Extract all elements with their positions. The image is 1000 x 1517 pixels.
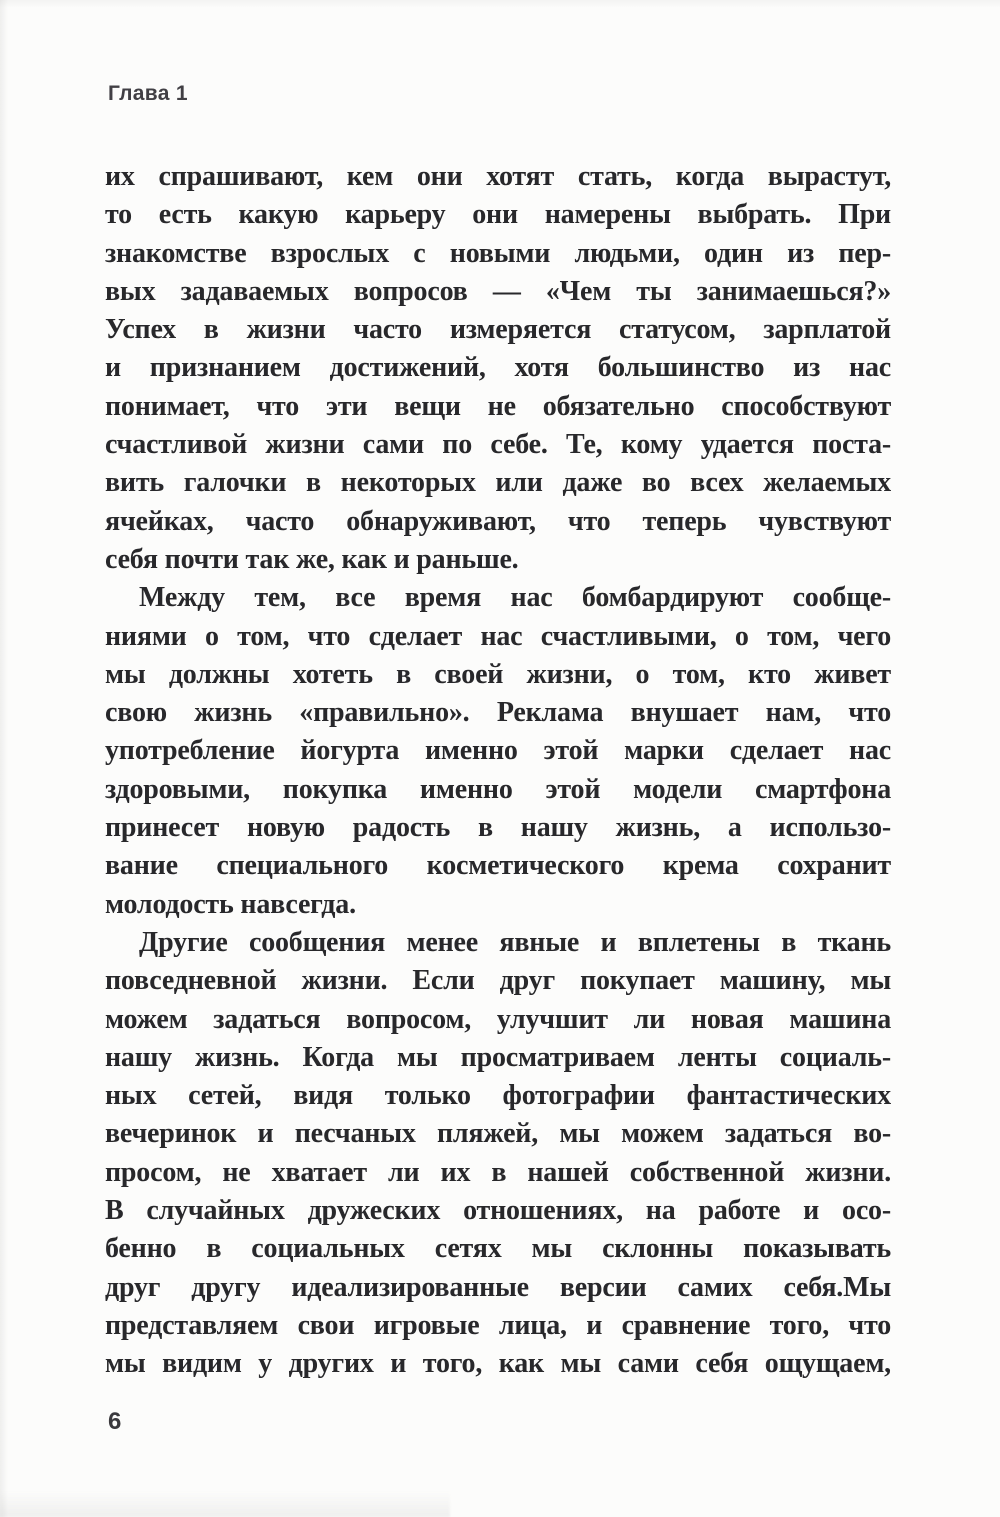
text-line: ных сетей, видя только фотографии фантастических (105, 1080, 891, 1112)
text-line: мы должны хотеть в своей жизни, о том, кто живет (105, 658, 891, 690)
text-line: представляем свои игровые лица, и сравнение того, что (105, 1309, 891, 1341)
text-line: здоровыми, покупка именно этой модели смартфона (105, 773, 891, 805)
text-line: повседневной жизни. Если друг покупает машину, мы (105, 965, 891, 997)
scan-artifact-left-edge (0, 0, 8, 1517)
text-line: В случайных дружеских отношениях, на работе и осо- (105, 1195, 891, 1227)
text-line: просом, не хватает ли их в нашей собственной жизни. (105, 1156, 891, 1188)
page-number: 6 (108, 1408, 122, 1435)
text-line: понимает, что эти вещи не обязательно способствуют (105, 390, 891, 422)
text-line: свою жизнь «правильно». Реклама внушает нам, что (105, 697, 891, 729)
scan-artifact-bottom-edge (0, 1491, 450, 1517)
text-line: употребление йогурта именно этой марки сделает нас (105, 735, 891, 767)
text-line: принесет новую радость в нашу жизнь, а использо- (105, 812, 891, 844)
text-line: то есть какую карьеру они намерены выбрать. При (105, 199, 891, 231)
text-line: нашу жизнь. Когда мы просматриваем ленты социаль- (105, 1041, 891, 1073)
text-line: вых задаваемых вопросов — «Чем ты занимаешься?» (105, 275, 891, 307)
text-line: и признанием достижений, хотя большинство из нас (105, 352, 891, 384)
text-line: себя почти так же, как и раньше. (105, 543, 519, 575)
text-line: вечеринок и песчаных пляжей, мы можем задаться во- (105, 1118, 891, 1150)
text-line: бенно в социальных сетях мы склонны показывать (105, 1233, 891, 1265)
text-line: вить галочки в некоторых или даже во всех желаемых (105, 467, 891, 499)
text-line: их спрашивают, кем они хотят стать, когда вырастут, (105, 161, 891, 192)
scan-artifact-top-edge (0, 0, 1000, 8)
text-line: ниями о том, что сделает нас счастливыми, о том, чего (105, 620, 891, 652)
text-line: Другие сообщения менее явные и вплетены в ткань (139, 926, 891, 958)
text-line: друг другу идеализированные версии самих себя.Мы (105, 1271, 891, 1303)
text-line: счастливой жизни сами по себе. Те, кому удается поста- (105, 429, 891, 461)
text-line: мы видим у других и того, как мы сами себя ощущаем, (105, 1348, 891, 1380)
text-line: знакомстве взрослых с новыми людьми, один из пер- (105, 237, 891, 269)
running-header-chapter: Глава 1 (108, 82, 188, 105)
text-line: Успех в жизни часто измеряется статусом, зарплатой (105, 314, 891, 346)
text-line: Между тем, все время нас бомбардируют сообще- (139, 582, 891, 614)
body-text (105, 158, 891, 1384)
text-line: вание специального косметического крема сохранит (105, 850, 891, 882)
text-line: ячейках, часто обнаруживают, что теперь чувствуют (105, 505, 891, 537)
text-line: молодость навсегда. (105, 888, 356, 920)
text-line: можем задаться вопросом, улучшит ли новая машина (105, 1003, 891, 1035)
